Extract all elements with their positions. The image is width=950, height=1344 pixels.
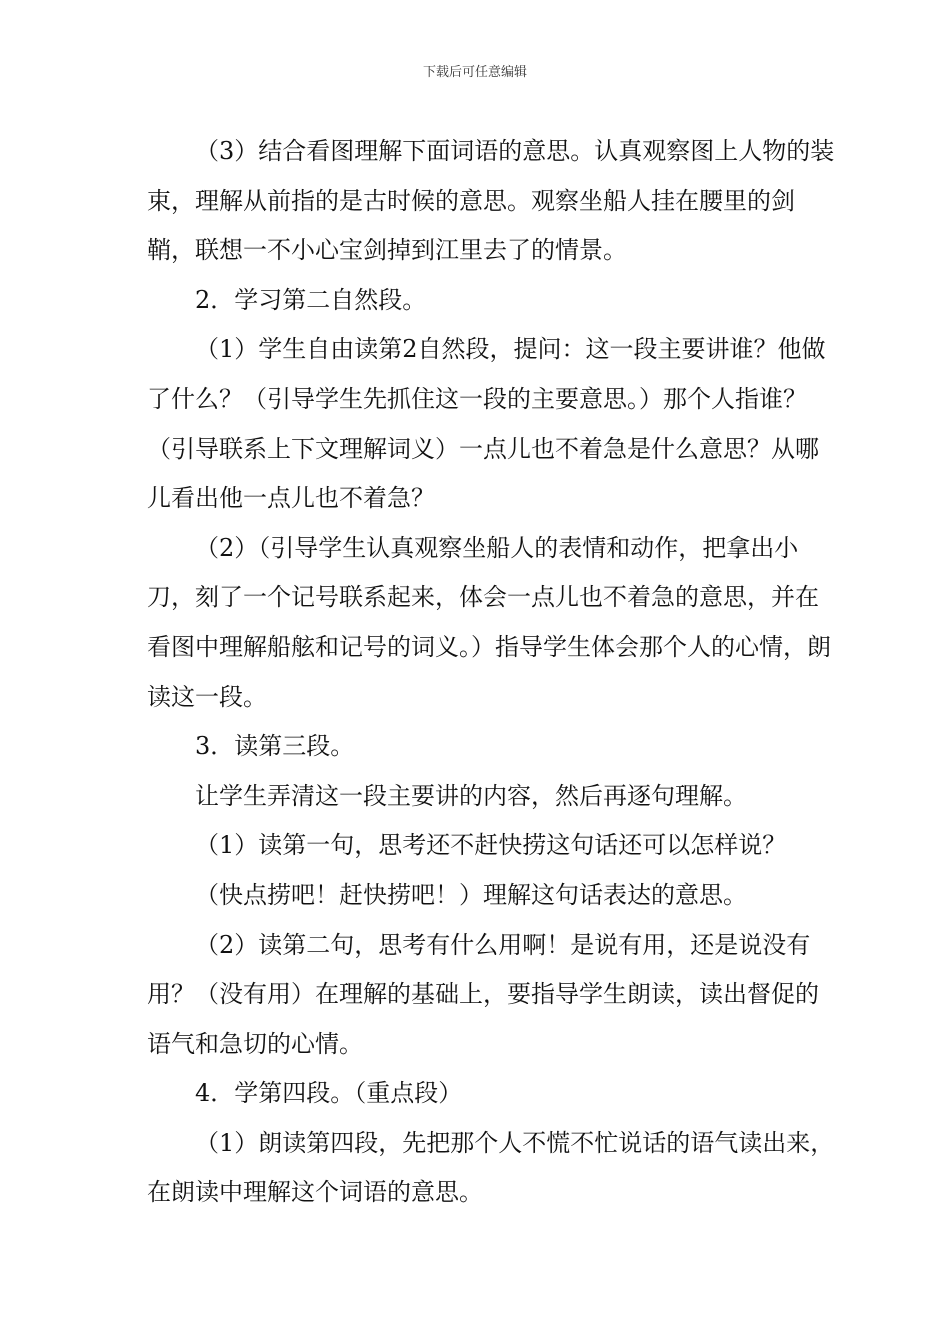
paragraph: （2）（引导学生认真观察坐船人的表情和动作，把拿出小刀，刻了一个记号联系起来，体会一点儿也不着急的意思，并在看图中理解船舷和记号的词义。）指导学生体会那个人的心情，朗读这一段。 bbox=[147, 533, 831, 711]
paragraph: （1）朗读第四段，先把那个人不慌不忙说话的语气读出来，在朗读中理解这个词语的意思。 bbox=[147, 1128, 835, 1207]
paragraph: （1）学生自由读第2自然段，提问：这一段主要讲谁？他做了什么？（引导学生先抓住这一段的主要意思。）那个人指谁？（引导联系上下文理解词义）一点儿也不着急是什么意思？从哪儿看出他一点儿也不着急？ bbox=[147, 335, 826, 513]
paragraph: （1）读第一句，思考还不赶快捞这句话还可以怎样说？ bbox=[195, 831, 787, 860]
paragraph: （3）结合看图理解下面词语的意思。认真观察图上人物的装束，理解从前指的是古时候的意思。观察坐船人挂在腰里的剑鞘，联想一不小心宝剑掉到江里去了的情景。 bbox=[147, 137, 835, 265]
page-header: 下载后可任意编辑 bbox=[422, 65, 527, 80]
paragraph: （快点捞吧！赶快捞吧！）理解这句话表达的意思。 bbox=[195, 880, 747, 909]
paragraph: 4．学第四段。（重点段） bbox=[195, 1079, 463, 1108]
paragraph: 3．读第三段。 bbox=[195, 732, 355, 761]
document-body bbox=[147, 127, 837, 1218]
paragraph: 让学生弄清这一段主要讲的内容，然后再逐句理解。 bbox=[195, 781, 747, 810]
paragraph: 2．学习第二自然段。 bbox=[195, 285, 427, 314]
paragraph: （2）读第二句，思考有什么用啊！是说有用，还是说没有用？（没有用）在理解的基础上，要指导学生朗读，读出督促的语气和急切的心情。 bbox=[147, 930, 819, 1058]
